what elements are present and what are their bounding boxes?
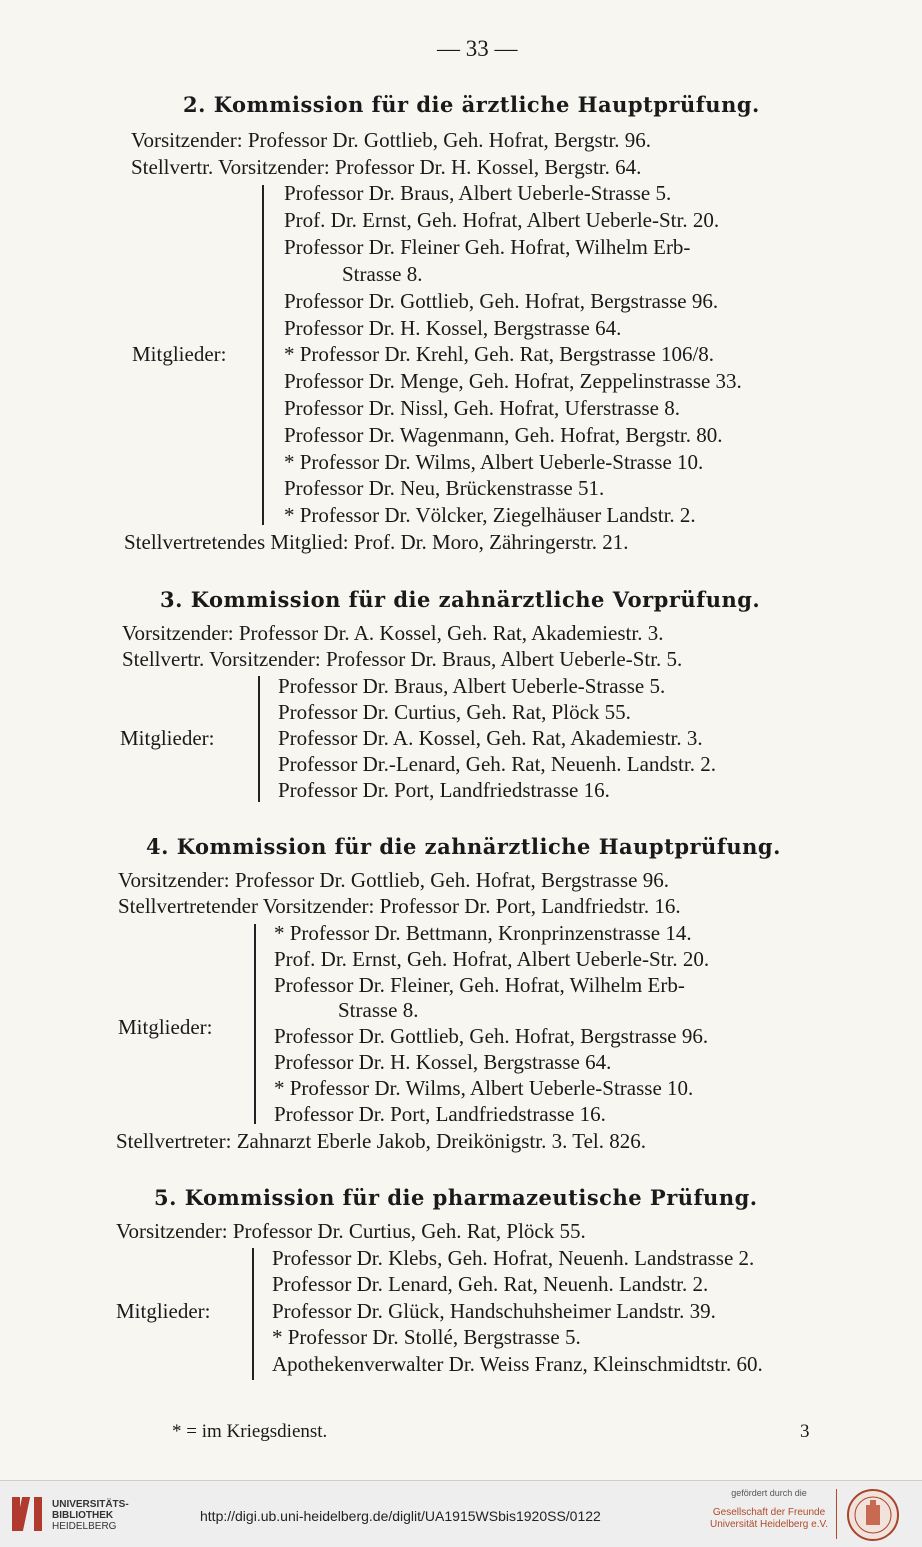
footer-divider: [836, 1489, 837, 1539]
s4-member: Professor Dr. Fleiner, Geh. Hofrat, Wilhelm Erb-: [274, 973, 685, 997]
sponsor-name-line: Gesellschaft der Freunde: [712, 1507, 826, 1518]
s5-members-brace: [252, 1248, 254, 1380]
s4-chair: Vorsitzender: Professor Dr. Gottlieb, Geh. Hofrat, Bergstrasse 96.: [118, 868, 669, 892]
s4-member-cont: Strasse 8.: [338, 998, 419, 1022]
university-library-logo-icon: [10, 1493, 44, 1535]
source-url-link[interactable]: http://digi.ub.uni-heidelberg.de/diglit/UA1915WSbis1920SS/0122: [200, 1508, 601, 1524]
section-5-heading: 5. Kommission für die pharmazeutische Prüfung.: [154, 1185, 758, 1210]
s3-member: Professor Dr.-Lenard, Geh. Rat, Neuenh. Landstr. 2.: [278, 752, 716, 776]
s3-member: Professor Dr. A. Kossel, Geh. Rat, Akademiestr. 3.: [278, 726, 703, 750]
s3-member: Professor Dr. Curtius, Geh. Rat, Plöck 55.: [278, 700, 631, 724]
s2-member-cont: Strasse 8.: [342, 262, 423, 286]
s2-deputy-member: Stellvertretendes Mitglied: Prof. Dr. Moro, Zähringerstr. 21.: [124, 530, 629, 554]
s4-member: * Professor Dr. Wilms, Albert Ueberle-Strasse 10.: [274, 1076, 694, 1100]
s5-member: Professor Dr. Glück, Handschuhsheimer Landstr. 39.: [272, 1299, 716, 1323]
s3-member: Professor Dr. Port, Landfriedstrasse 16.: [278, 778, 610, 802]
s3-members-label: Mitglieder:: [120, 726, 215, 750]
library-name: [52, 1499, 129, 1532]
s2-members-brace: [262, 185, 264, 525]
s2-member: Professor Dr. Braus, Albert Ueberle-Strasse 5.: [284, 181, 672, 205]
footnote: * = im Kriegsdienst.: [172, 1421, 328, 1442]
sheet-number: 3: [800, 1421, 810, 1442]
sponsor-note: [708, 1487, 830, 1531]
s2-vice-chair: Stellvertr. Vorsitzender: Professor Dr. H. Kossel, Bergstr. 64.: [131, 155, 642, 179]
s2-member: Professor Dr. Neu, Brückenstrasse 51.: [284, 476, 605, 500]
s2-member: * Professor Dr. Völcker, Ziegelhäuser Landstr. 2.: [284, 503, 696, 527]
s5-member: Professor Dr. Klebs, Geh. Hofrat, Neuenh. Landstrasse 2.: [272, 1246, 755, 1270]
footer-bar: [0, 1480, 922, 1547]
s3-members-brace: [258, 676, 260, 802]
s5-member: Apothekenverwalter Dr. Weiss Franz, Kleinschmidtstr. 60.: [272, 1352, 763, 1376]
s4-member: Professor Dr. Gottlieb, Geh. Hofrat, Bergstrasse 96.: [274, 1024, 709, 1048]
s2-member: * Professor Dr. Krehl, Geh. Rat, Bergstrasse 106/8.: [284, 342, 715, 366]
s3-member: Professor Dr. Braus, Albert Ueberle-Strasse 5.: [278, 674, 666, 698]
section-3-heading: 3. Kommission für die zahnärztliche Vorprüfung.: [160, 587, 761, 612]
s2-member: Professor Dr. Wagenmann, Geh. Hofrat, Bergstr. 80.: [284, 423, 723, 447]
s4-members-label: Mitglieder:: [118, 1015, 213, 1039]
section-4-heading: 4. Kommission für die zahnärztliche Hauptprüfung.: [146, 834, 781, 859]
s2-member: Professor Dr. Nissl, Geh. Hofrat, Uferstrasse 8.: [284, 396, 681, 420]
page-number: — 33 —: [437, 36, 518, 61]
sponsor-intro: gefördert durch die: [731, 1488, 807, 1498]
s4-member: * Professor Dr. Bettmann, Kronprinzenstrasse 14.: [274, 921, 692, 945]
s2-member: Professor Dr. Gottlieb, Geh. Hofrat, Bergstrasse 96.: [284, 289, 719, 313]
section-2-heading: 2. Kommission für die ärztliche Hauptprüfung.: [183, 92, 760, 117]
library-name-line: UNIVERSITÄTS-: [52, 1499, 129, 1510]
s4-vice-chair: Stellvertretender Vorsitzender: Professor Dr. Port, Landfriedstr. 16.: [118, 894, 681, 918]
s2-member: Professor Dr. Menge, Geh. Hofrat, Zeppelinstrasse 33.: [284, 369, 742, 393]
s5-chair: Vorsitzender: Professor Dr. Curtius, Geh. Rat, Plöck 55.: [116, 1219, 586, 1243]
s3-chair: Vorsitzender: Professor Dr. A. Kossel, Geh. Rat, Akademiestr. 3.: [122, 621, 664, 645]
s4-member: Professor Dr. Port, Landfriedstrasse 16.: [274, 1102, 606, 1126]
s4-members-brace: [254, 924, 256, 1124]
s4-member: Professor Dr. H. Kossel, Bergstrasse 64.: [274, 1050, 612, 1074]
s5-member: * Professor Dr. Stollé, Bergstrasse 5.: [272, 1325, 581, 1349]
university-seal-icon: [846, 1488, 900, 1542]
sponsor-name-line: Universität Heidelberg e.V.: [709, 1519, 829, 1530]
s5-member: Professor Dr. Lenard, Geh. Rat, Neuenh. Landstr. 2.: [272, 1272, 709, 1296]
s2-chair: Vorsitzender: Professor Dr. Gottlieb, Geh. Hofrat, Bergstr. 96.: [131, 128, 652, 152]
library-name-line: HEIDELBERG: [52, 1521, 117, 1532]
s4-deputy: Stellvertreter: Zahnarzt Eberle Jakob, Dreikönigstr. 3. Tel. 826.: [116, 1129, 646, 1153]
library-name-line: BIBLIOTHEK: [52, 1510, 114, 1521]
s5-members-label: Mitglieder:: [116, 1299, 211, 1323]
s4-member: Prof. Dr. Ernst, Geh. Hofrat, Albert Ueberle-Str. 20.: [274, 947, 710, 971]
s2-member: Prof. Dr. Ernst, Geh. Hofrat, Albert Ueberle-Str. 20.: [284, 208, 720, 232]
s2-member: Professor Dr. H. Kossel, Bergstrasse 64.: [284, 316, 622, 340]
s3-vice-chair: Stellvertr. Vorsitzender: Professor Dr. Braus, Albert Ueberle-Str. 5.: [122, 647, 683, 671]
s2-member: * Professor Dr. Wilms, Albert Ueberle-Strasse 10.: [284, 450, 704, 474]
s2-members-label: Mitglieder:: [132, 342, 227, 366]
s2-member: Professor Dr. Fleiner Geh. Hofrat, Wilhelm Erb-: [284, 235, 691, 259]
